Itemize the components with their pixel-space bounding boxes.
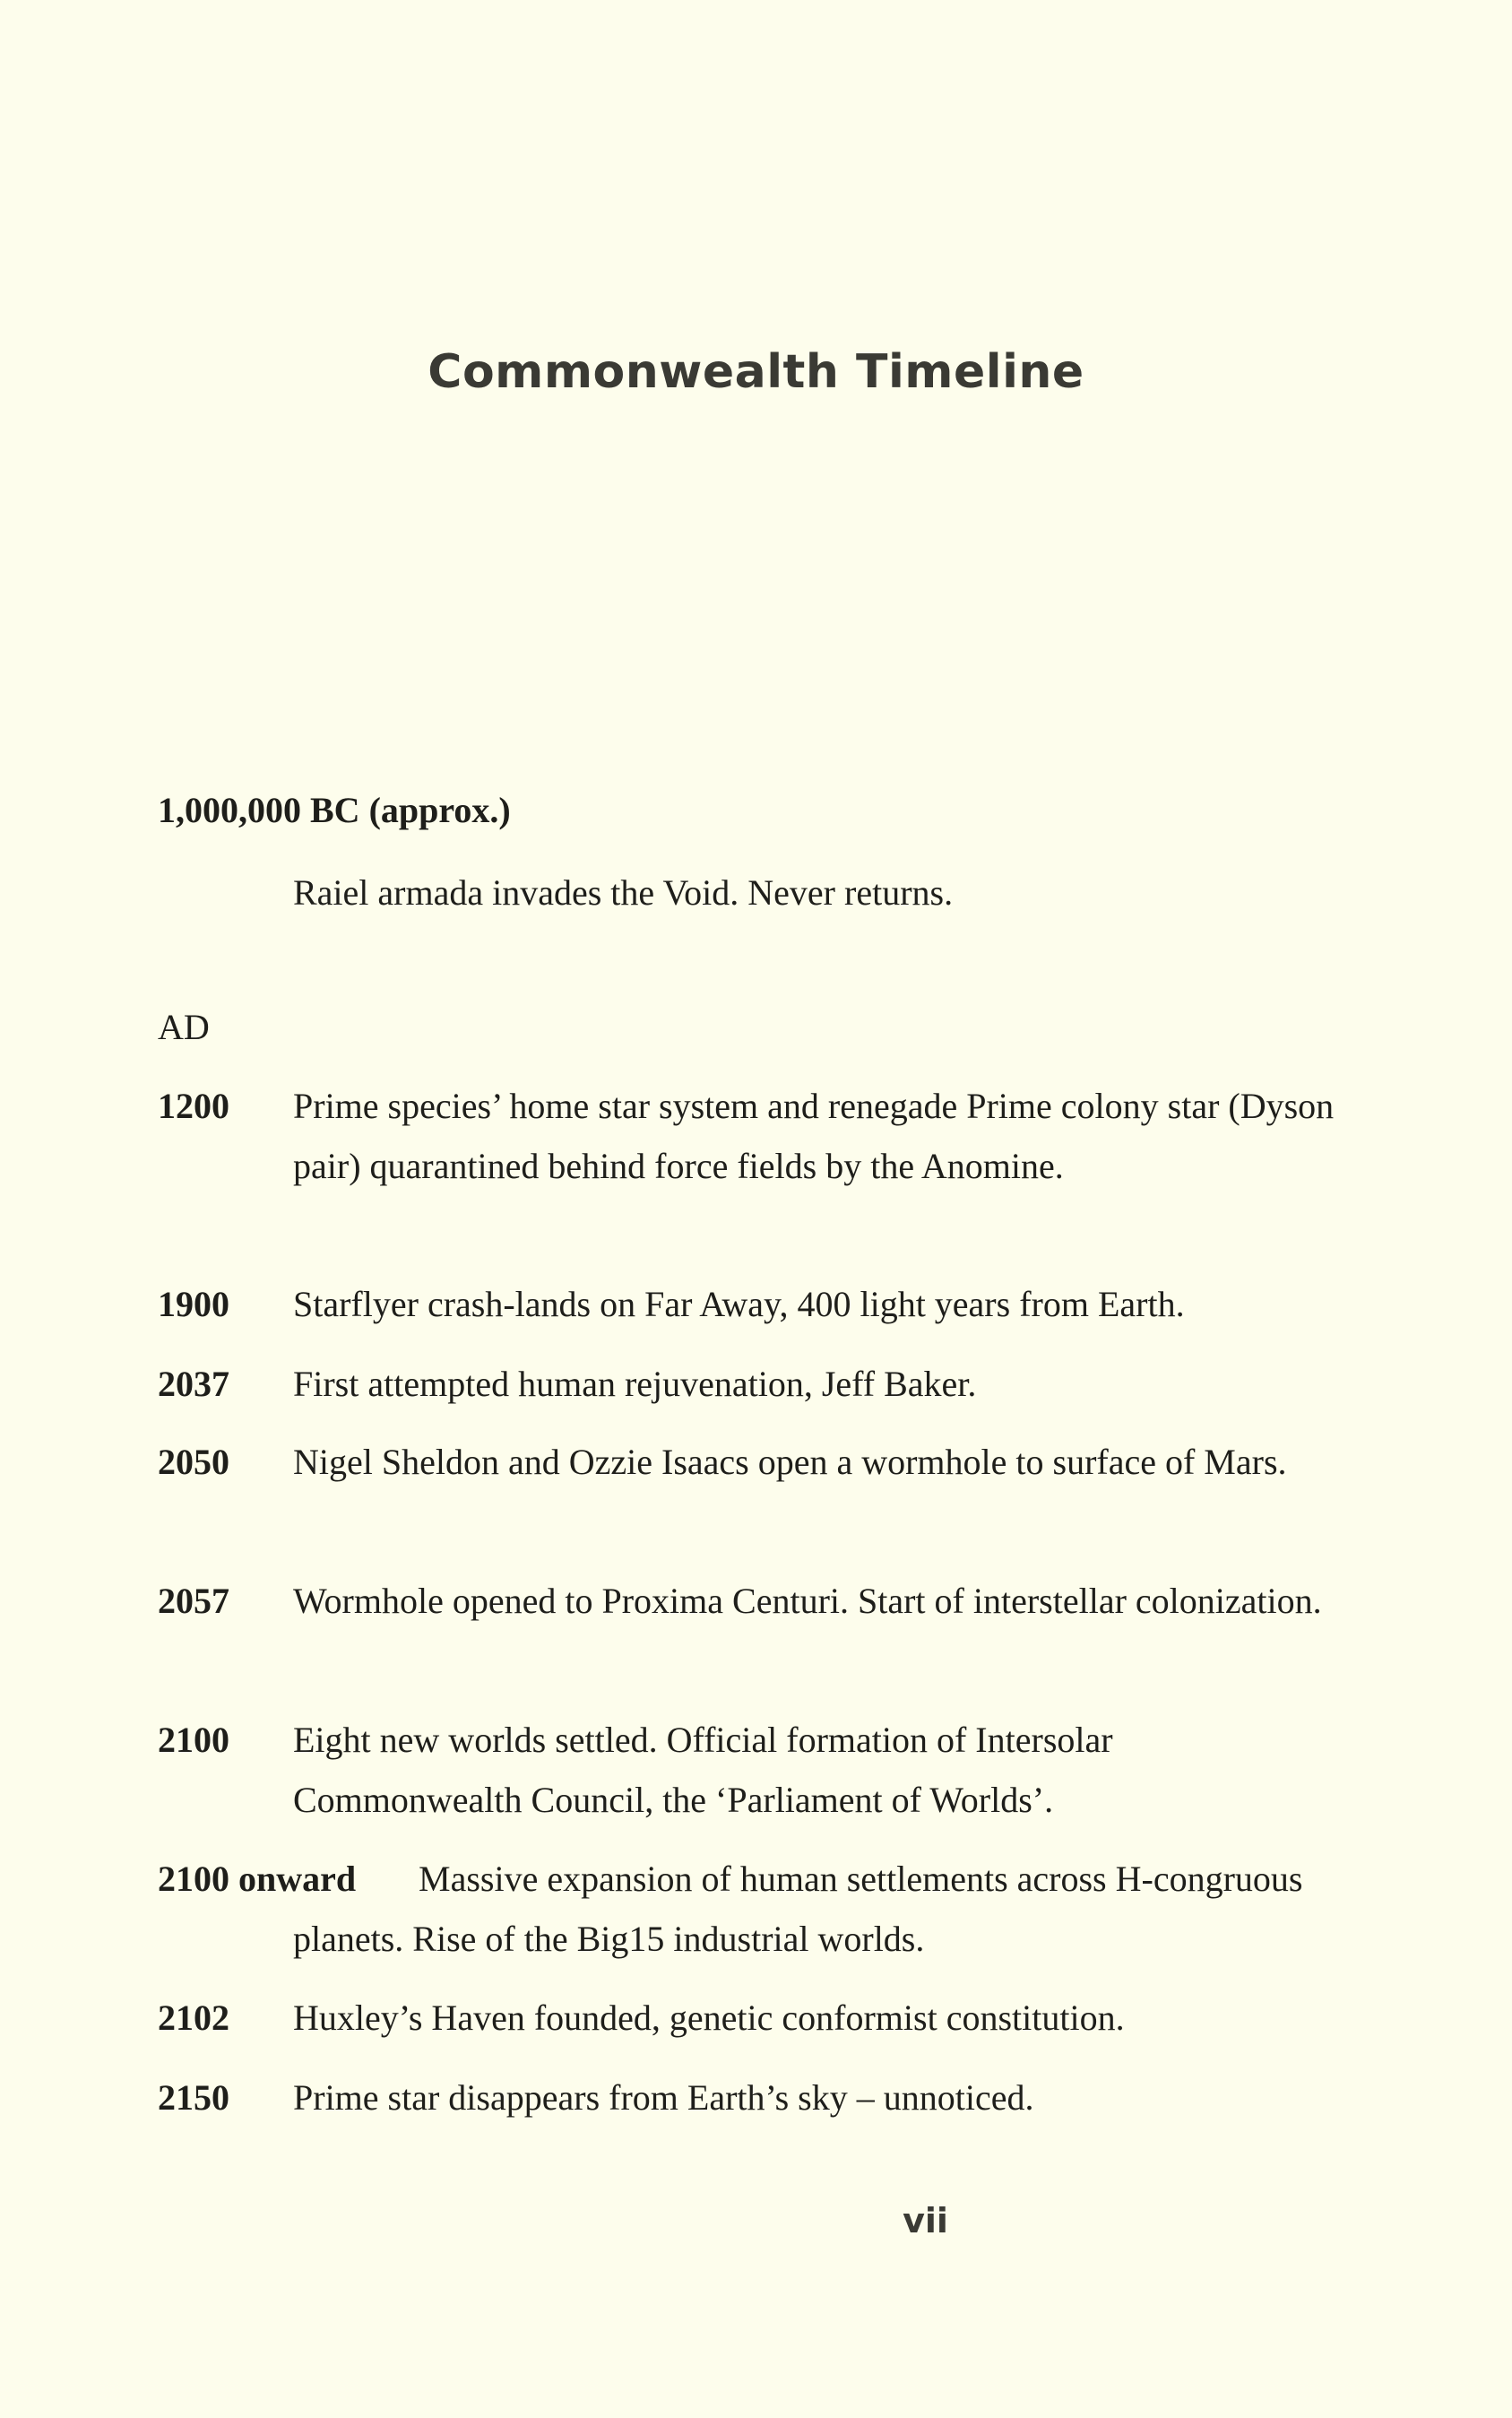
entry-year: 2050 [158, 1442, 229, 1482]
timeline-entry-2100 [158, 1710, 1350, 1830]
entry-text: Massive expansion of human settlements across H-congruous planets. Rise of the Big15 industrial worlds. [293, 1859, 1303, 1959]
entry-text: Starflyer crash-lands on Far Away, 400 light years from Earth. [293, 1284, 1185, 1324]
page-title: Commonwealth Timeline [428, 345, 1084, 399]
entry-year: 2102 [158, 1998, 229, 2038]
timeline-entry-2150 [158, 2067, 1350, 2128]
entry-text: Eight new worlds settled. Official formation of Intersolar Commonwealth Council, the ‘Parliament of Worlds’. [293, 1720, 1113, 1820]
timeline-entry-2102 [158, 1988, 1350, 2048]
intro-text: Raiel armada invades the Void. Never returns. [293, 872, 954, 913]
timeline-entry-2050 [158, 1432, 1350, 1492]
timeline-entry-1900 [158, 1274, 1350, 1334]
entry-year: 2150 [158, 2077, 229, 2118]
entry-year: 2100 [158, 1720, 229, 1760]
entry-text: First attempted human rejuvenation, Jeff Baker. [293, 1364, 977, 1404]
entry-year: 1900 [158, 1284, 229, 1324]
intro-date-heading: 1,000,000 BC (approx.) [158, 790, 511, 830]
page-number: vii [903, 2201, 948, 2240]
entry-text: Huxley’s Haven founded, genetic conformist constitution. [293, 1998, 1125, 2038]
entry-text: Wormhole opened to Proxima Centuri. Start of interstellar colonization. [293, 1581, 1322, 1621]
entry-text: Prime star disappears from Earth’s sky – unnoticed. [293, 2077, 1034, 2118]
entry-text: Nigel Sheldon and Ozzie Isaacs open a wormhole to surface of Mars. [293, 1442, 1287, 1482]
entry-year: 2037 [158, 1364, 229, 1404]
timeline-entry-2100-onward [158, 1849, 1350, 1969]
era-label: AD [158, 1007, 210, 1047]
entry-year: 2100 onward [158, 1859, 357, 1899]
entry-year: 1200 [158, 1086, 229, 1126]
entry-year: 2057 [158, 1581, 229, 1621]
timeline-entry-2037 [158, 1354, 1350, 1414]
entry-text: Prime species’ home star system and renegade Prime colony star (Dyson pair) quarantined behind force fields by the Anomine. [293, 1086, 1335, 1186]
timeline-entry-2057 [158, 1571, 1350, 1631]
timeline-entry-1200 [158, 1076, 1350, 1196]
